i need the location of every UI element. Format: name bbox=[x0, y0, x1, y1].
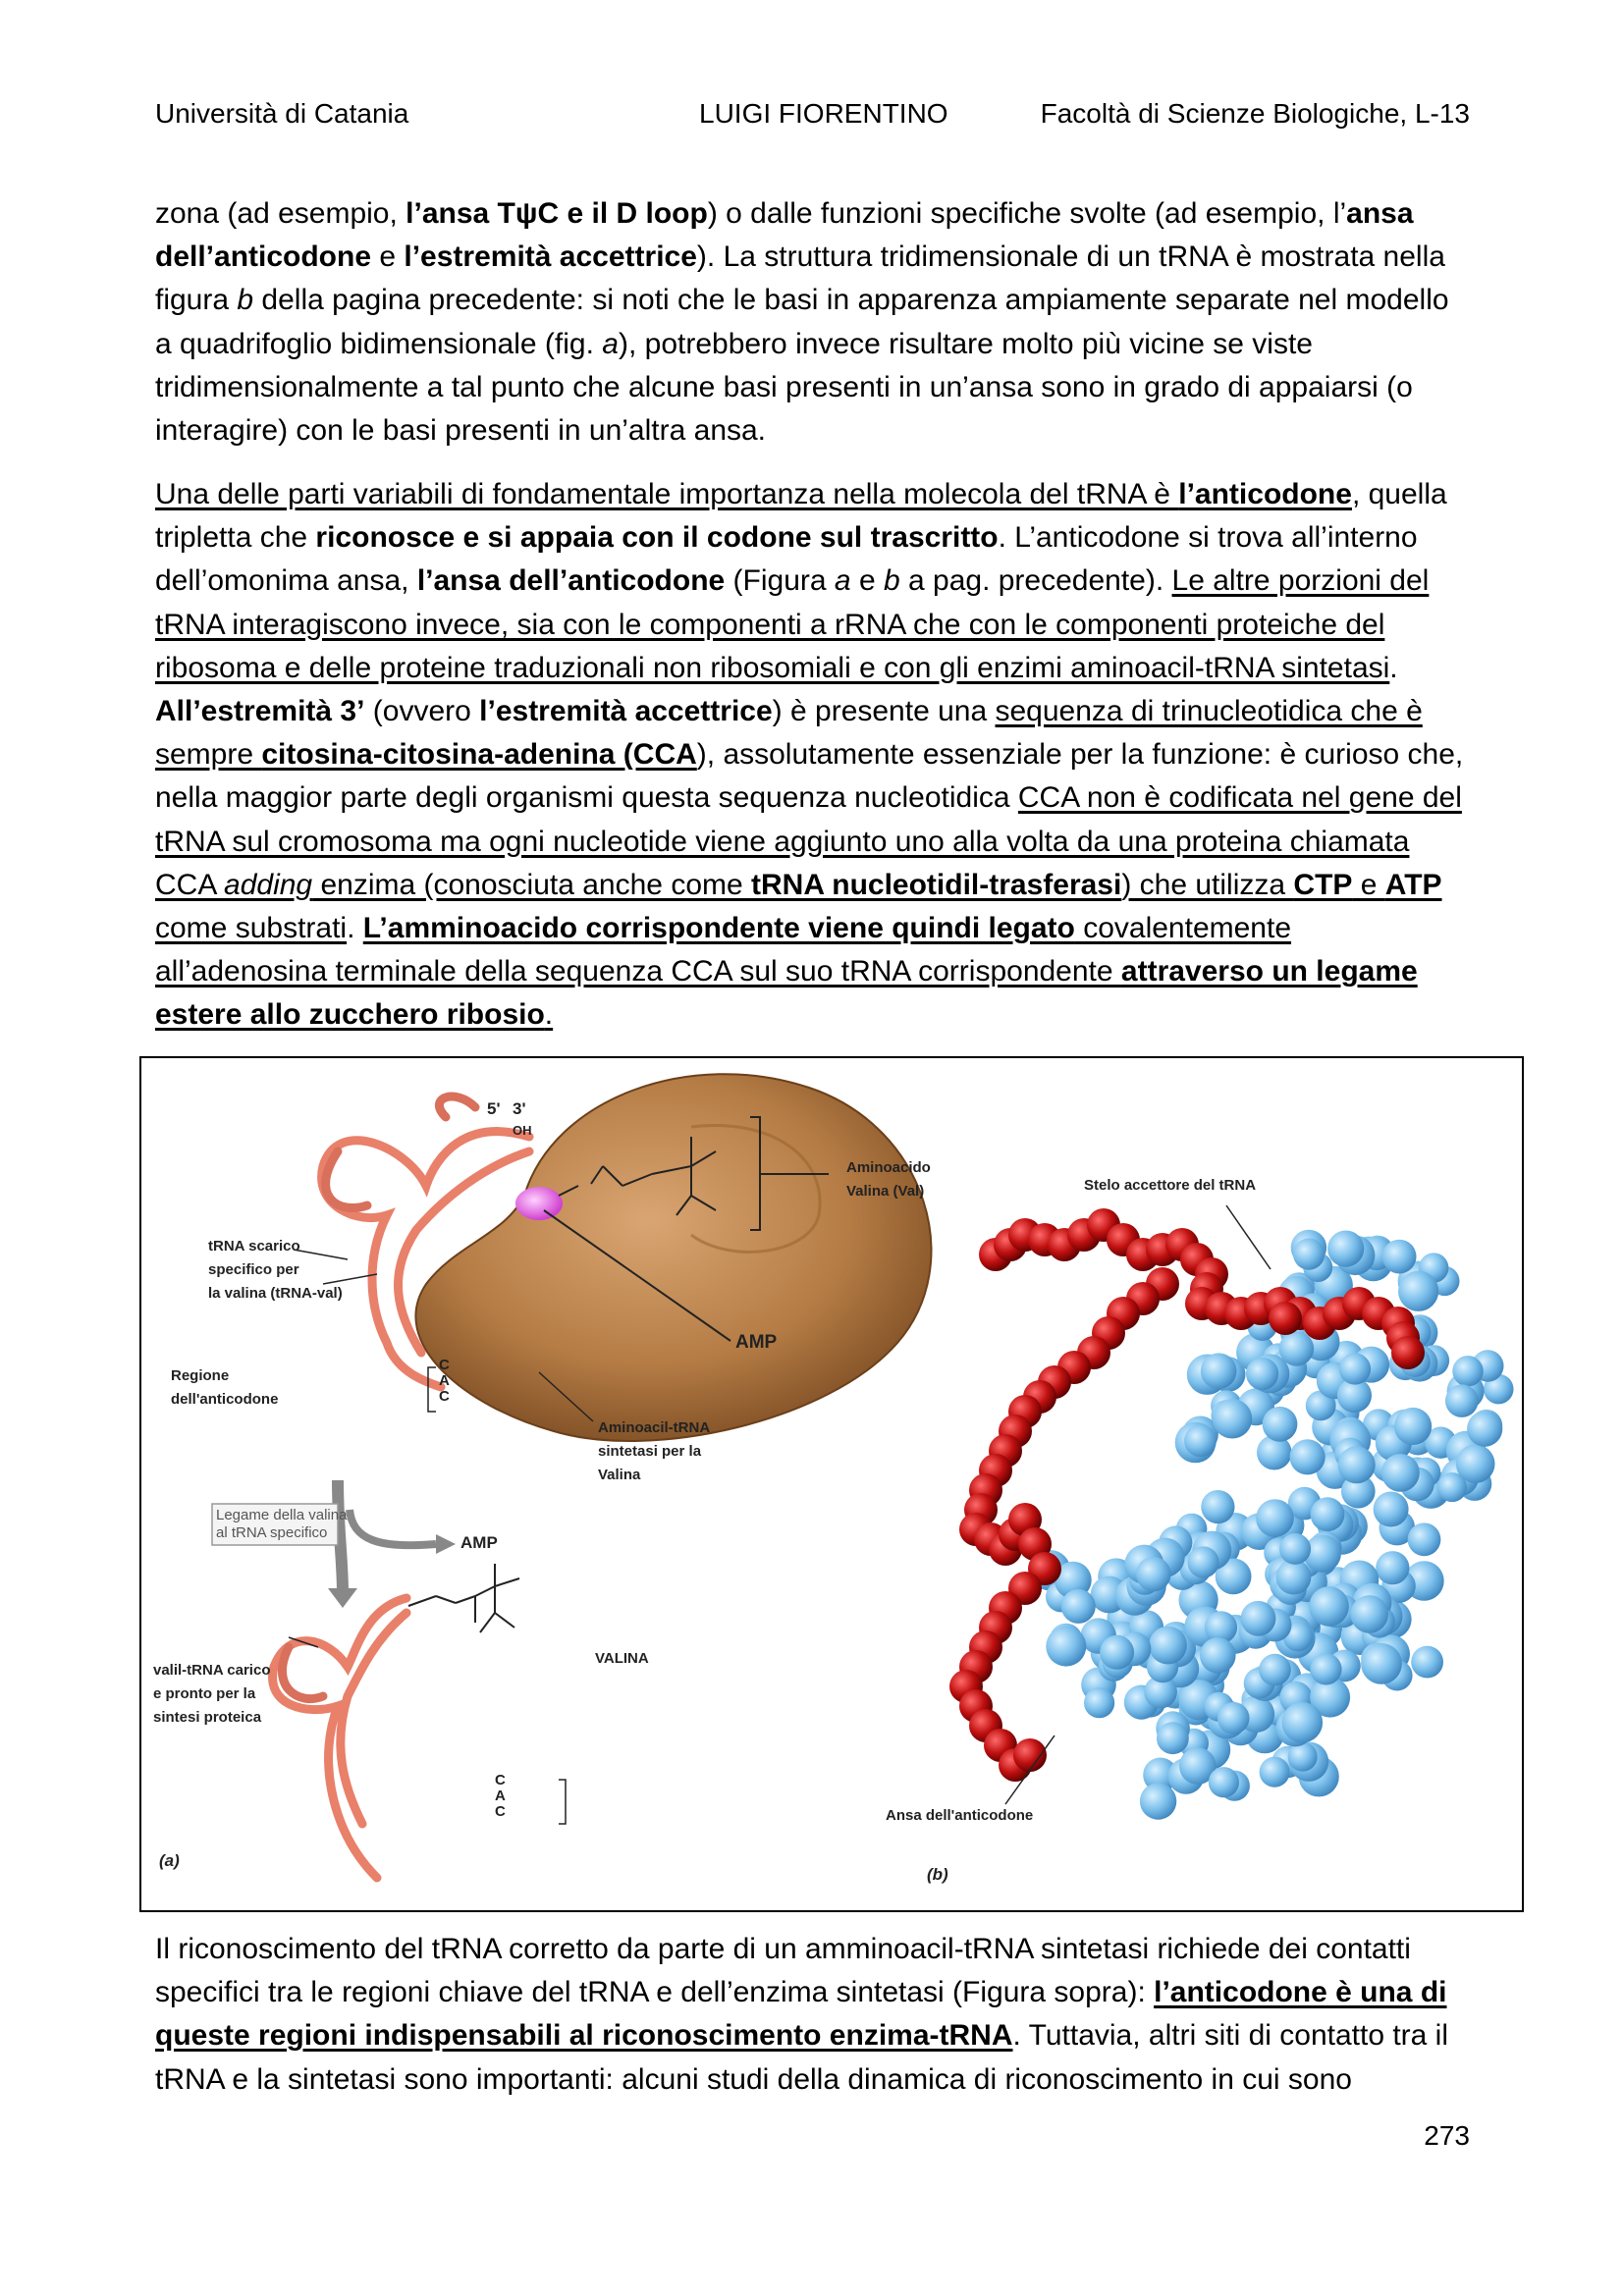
protein-atom bbox=[1201, 1353, 1237, 1389]
protein-atom bbox=[1361, 1643, 1402, 1684]
protein-atom bbox=[1061, 1589, 1096, 1624]
header-author: LUIGI FIORENTINO bbox=[699, 98, 948, 129]
label-acceptor-stem: Stelo accettore del tRNA bbox=[1084, 1177, 1257, 1194]
label-5-end: 5' bbox=[487, 1099, 501, 1118]
protein-atom bbox=[1374, 1492, 1409, 1527]
protein-atom bbox=[1411, 1646, 1443, 1679]
protein-atom bbox=[1290, 1439, 1325, 1474]
protein-atom bbox=[1260, 1757, 1290, 1788]
protein-atom bbox=[1140, 1783, 1176, 1819]
reaction-arrow bbox=[328, 1480, 456, 1608]
trna-atom bbox=[1269, 1302, 1302, 1335]
header-faculty: Facoltà di Scienze Biologiche, L-13 bbox=[1040, 98, 1470, 129]
protein-atom bbox=[1338, 1446, 1376, 1483]
label-trna-unloaded: tRNA scarico specifico per la valina (tRNA-val) bbox=[208, 1238, 343, 1302]
protein-atom bbox=[1213, 1399, 1252, 1438]
protein-atom bbox=[1246, 1358, 1278, 1390]
label-trna-loaded: valil-tRNA carico e pronto per la sintesi proteica bbox=[153, 1662, 271, 1726]
protein-atom bbox=[1408, 1522, 1441, 1556]
label-amp-1: AMP bbox=[735, 1332, 778, 1353]
protein-atom bbox=[1279, 1331, 1314, 1365]
label-anticodon-bottom: C A C bbox=[495, 1772, 506, 1820]
protein-atom bbox=[1046, 1627, 1086, 1667]
protein-atom bbox=[1394, 1408, 1432, 1445]
trna-atom bbox=[1013, 1738, 1047, 1772]
protein-atom bbox=[1263, 1407, 1298, 1442]
protein-atom bbox=[1445, 1384, 1479, 1417]
label-aminoacid: Aminoacido Valina (Val) bbox=[846, 1159, 931, 1200]
protein-atom bbox=[1200, 1637, 1236, 1674]
protein-atom bbox=[1398, 1271, 1438, 1311]
paragraph-2: Una delle parti variabili di fondamentale importanza nella molecola del tRNA è l’anticodone, quella tripletta che riconosce e si appaia con il codone sul trascritto. L’anticodone si trova all’interno dell’omonima ansa, l’ansa dell’anticodone (Figura a e b a pag. precedente). Le altre porzioni del tRNA interagiscono invece, sia con le componenti a rRNA che con le componenti proteiche del ribosoma e delle proteine traduzionali non ribosomiali e con gli enzimi aminoacil-tRNA sintetasi. All’estremità 3’ (ovvero l’estremità accettrice) è presente una sequenza di trinucleotidica che è sempre citosina-citosina-adenina (CCA), assolutamente essenziale per la funzione: è curioso che, nella maggior parte degli organismi questa sequenza nucleotidica CCA non è codificata nel gene del tRNA sul cromosoma ma ogni nucleotide viene aggiunto uno alla volta da una proteina chiamata CCA adding enzima (conosciuta anche come tRNA nucleotidil-trasferasi) che utilizza CTP e ATP come substrati. L’amminoacido corrispondente viene quindi legato covalentemente all’adenosina terminale della sequenza CCA sul suo tRNA corrispondente attraverso un legame estere allo zucchero ribosio. bbox=[155, 478, 1464, 1032]
protein-atom bbox=[1256, 1499, 1294, 1537]
protein-atom bbox=[1382, 1240, 1417, 1274]
protein-atom bbox=[1350, 1595, 1388, 1633]
label-anticodon-loop: Ansa dell'anticodone bbox=[886, 1807, 1034, 1824]
label-amp-2: AMP bbox=[460, 1533, 498, 1552]
trna-figure bbox=[139, 1056, 1524, 1912]
trna-spacefill-model bbox=[949, 1208, 1513, 1820]
protein-atom bbox=[1309, 1586, 1349, 1627]
protein-atom bbox=[1282, 1702, 1324, 1743]
page-number: 273 bbox=[1424, 2120, 1470, 2151]
protein-atom bbox=[1149, 1627, 1187, 1665]
protein-atom bbox=[1136, 1557, 1170, 1591]
protein-atom bbox=[1467, 1412, 1502, 1447]
protein-atom bbox=[1209, 1767, 1239, 1797]
protein-atom bbox=[1259, 1654, 1291, 1686]
protein-atom bbox=[1456, 1444, 1495, 1483]
paragraph-3: Il riconoscimento del tRNA corretto da parte di un amminoacil-tRNA sintetasi richiede dei contatti specifici tra le regioni chiave del tRNA e dell’enzima sintetasi (Figura sopra): l’anticodone è una di queste regioni indispensabili al riconoscimento enzima-tRNA. Tuttavia, altri siti di contatto tra il tRNA e la sintetasi sono importanti: alcuni studi della dinamica di riconoscimento in cui sono bbox=[155, 1933, 1449, 2096]
trna-atom bbox=[1391, 1336, 1425, 1369]
protein-atom bbox=[1084, 1687, 1114, 1718]
label-panel-a: (a) bbox=[159, 1851, 180, 1870]
protein-atom bbox=[1311, 1497, 1345, 1531]
header-university: Università di Catania bbox=[155, 98, 409, 129]
protein-atom bbox=[1293, 1239, 1325, 1270]
figure-illustration bbox=[141, 1058, 1522, 1910]
protein-atom bbox=[1310, 1653, 1341, 1684]
protein-atom bbox=[1376, 1551, 1409, 1584]
paragraph-1: zona (ad esempio, l’ansa TψC e il D loop) o dalle funzioni specifiche svolte (ad esempio, l’ansa dell’anticodone e l’estremità accettrice). La struttura tridimensionale di un tRNA è mostrata nella figura b della pagina precedente: si noti che le basi in apparenza ampiamente separate nel modello a quadrifoglio bidimensionale (fig. a), potrebbero invece risultare molto più vicine se viste tridimensionalmente a tal punto che alcune basi presenti in un’ansa sono in grado di appaiarsi (o interagire) con le basi presenti in un’altra ansa. bbox=[155, 197, 1449, 448]
protein-atom bbox=[1184, 1424, 1217, 1457]
protein-atom bbox=[1241, 1601, 1276, 1636]
protein-atom bbox=[1339, 1353, 1371, 1384]
label-3-end: 3' bbox=[513, 1099, 526, 1118]
protein-atom bbox=[1279, 1533, 1311, 1565]
label-valine-bond: Legame della valina al tRNA specifico bbox=[216, 1507, 348, 1541]
amp-molecule bbox=[515, 1187, 563, 1220]
protein-atom bbox=[1217, 1702, 1250, 1735]
protein-atom bbox=[1157, 1722, 1189, 1754]
label-synthetase: Aminoacil-tRNA sintetasi per la Valina bbox=[598, 1419, 711, 1483]
protein-atom bbox=[1381, 1454, 1420, 1492]
protein-atom bbox=[1276, 1560, 1312, 1595]
protein-atom bbox=[1187, 1546, 1218, 1577]
protein-atom bbox=[1452, 1356, 1483, 1386]
valine-structure-bottom bbox=[408, 1564, 519, 1632]
label-oh: OH bbox=[513, 1123, 532, 1138]
label-anticodon-top: C A C bbox=[439, 1357, 450, 1405]
label-panel-b: (b) bbox=[927, 1865, 948, 1884]
protein-atom bbox=[1327, 1231, 1364, 1267]
protein-atom bbox=[1201, 1490, 1234, 1523]
stelo-pointer bbox=[1226, 1205, 1271, 1269]
label-valina: VALINA bbox=[595, 1650, 649, 1667]
protein-atom bbox=[1100, 1635, 1134, 1670]
label-anticodon-region: Regione dell'anticodone bbox=[171, 1367, 279, 1408]
trna-ribbon-loaded bbox=[273, 1598, 406, 1878]
